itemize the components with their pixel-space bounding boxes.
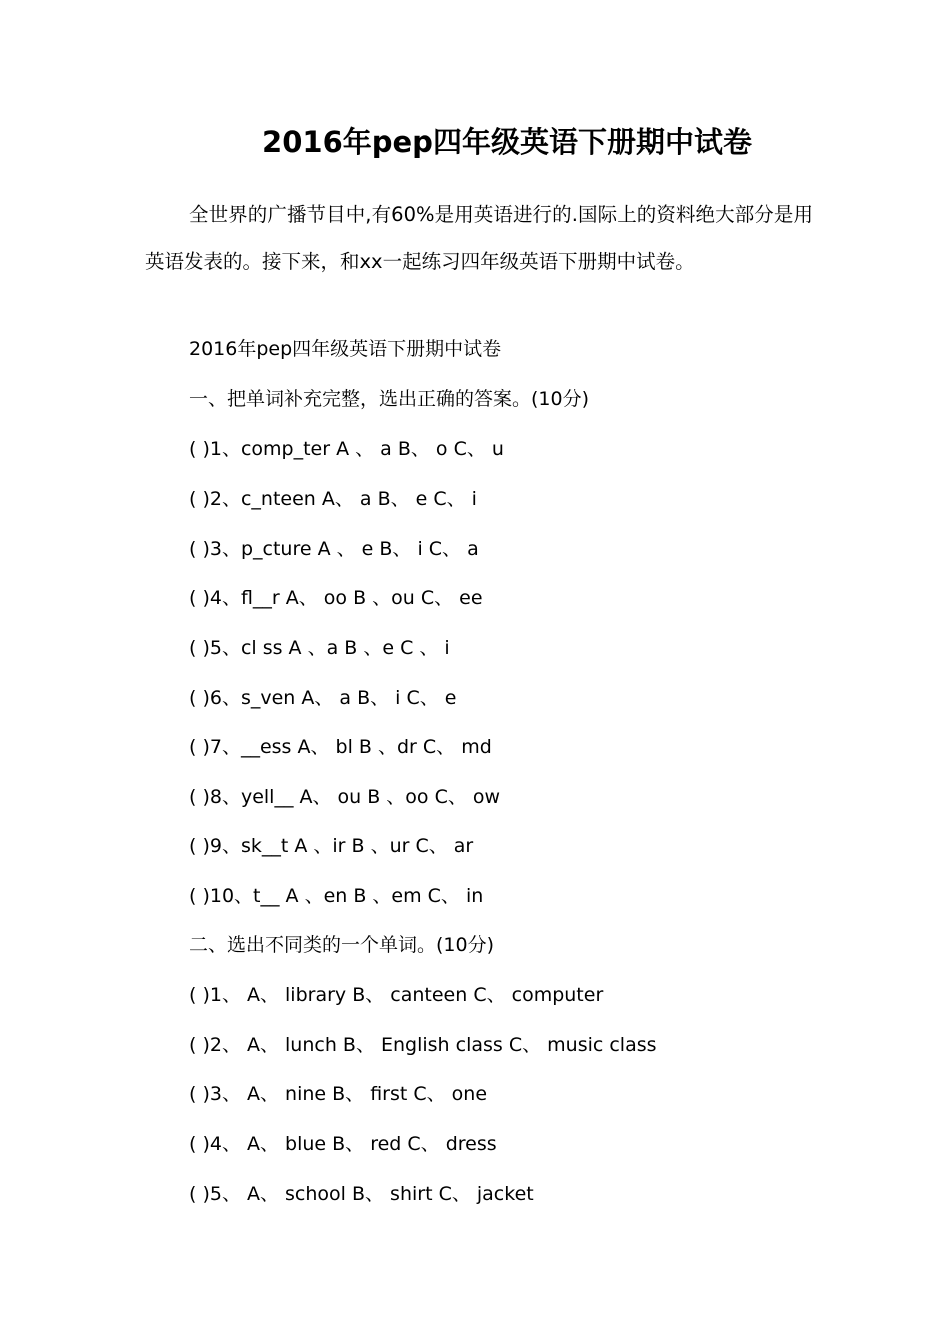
question-item: ( )10、t__ A 、en B 、em C、 in (189, 885, 484, 907)
question-item: ( )3、p_cture A 、 e B、 i C、 a (189, 538, 479, 560)
question-item: ( )1、comp_ter A 、 a B、 o C、 u (189, 438, 504, 460)
question-item: ( )5、 A、 school B、 shirt C、 jacket (189, 1183, 534, 1205)
question-item: ( )5、cl ss A 、a B 、e C 、 i (189, 637, 450, 659)
question-item: ( )6、s_ven A、 a B、 i C、 e (189, 687, 457, 709)
subtitle: 2016年pep四年级英语下册期中试卷 (189, 338, 502, 360)
question-item: ( )3、 A、 nine B、 first C、 one (189, 1083, 488, 1105)
question-item: ( )7、__ess A、 bl B 、dr C、 md (189, 736, 492, 758)
section-1-heading: 一、把单词补充完整，选出正确的答案。(10分) (189, 388, 590, 410)
question-item: ( )2、 A、 lunch B、 English class C、 music class (189, 1034, 657, 1056)
question-item: ( )4、fl__r A、 oo B 、ou C、 ee (189, 587, 483, 609)
document-title: 2016年pep四年级英语下册期中试卷 (262, 125, 752, 159)
question-item: ( )2、c_nteen A、 a B、 e C、 i (189, 488, 477, 510)
question-item: ( )9、sk__t A 、ir B 、ur C、 ar (189, 835, 474, 857)
question-item: ( )4、 A、 blue B、 red C、 dress (189, 1133, 497, 1155)
intro-paragraph: 全世界的广播节目中,有60%是用英语进行的.国际上的资料绝大部分是用英语发表的。接下来，和xx一起练习四年级英语下册期中试卷。 (145, 203, 813, 273)
question-item: ( )8、yell__ A、 ou B 、oo C、 ow (189, 786, 501, 808)
section-2-heading: 二、选出不同类的一个单词。(10分) (189, 934, 495, 956)
question-item: ( )1、 A、 library B、 canteen C、 computer (189, 984, 604, 1006)
